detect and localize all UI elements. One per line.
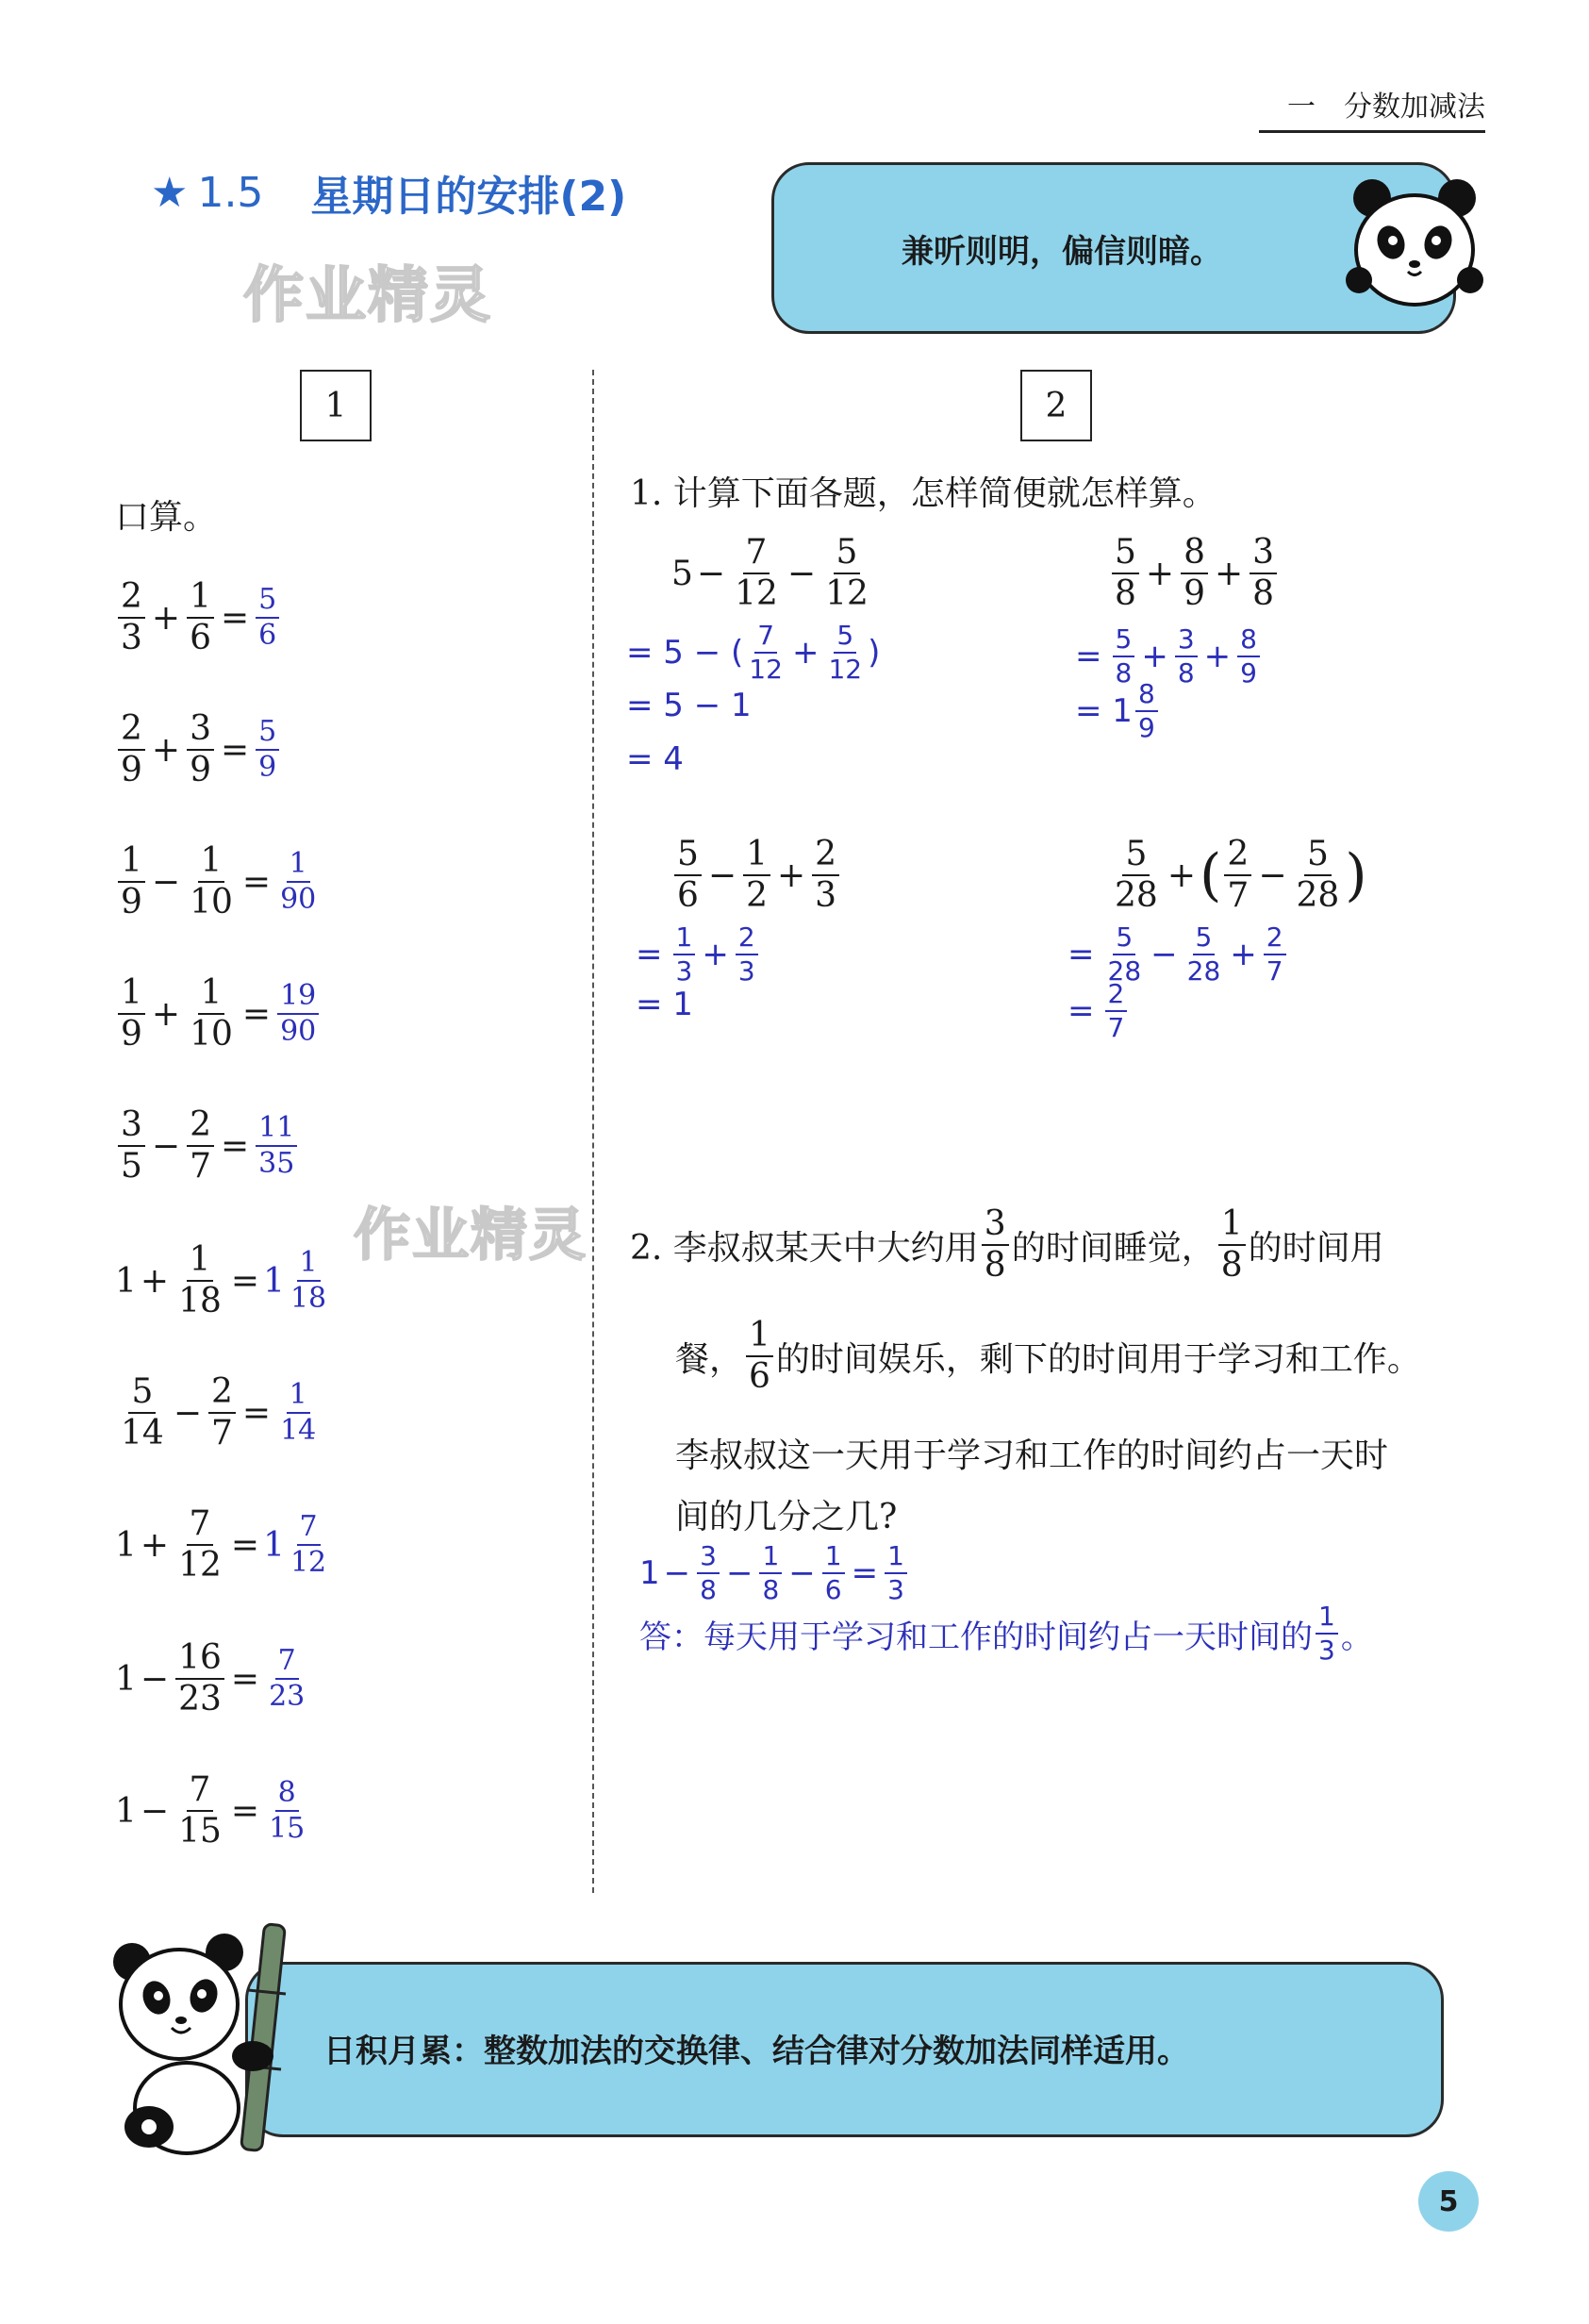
mental-math-row: 1 − $\frac{16}{23}$ = $\frac{7}{23}$ — [115, 1641, 310, 1717]
tip-text: 日积月累：整数加法的交换律、结合律对分数加法同样适用。 — [323, 2033, 1189, 2070]
section-number-box: 2 — [1020, 370, 1092, 441]
tip-bubble — [245, 1962, 1444, 2137]
q1-p2-step-2: = 1 $\frac{8}{9}$ — [1075, 681, 1161, 741]
panda-bamboo-icon — [111, 1915, 328, 2169]
mental-math-row: $\frac{1}{9}$ + $\frac{1}{10}$ = $\frac{19}{90}$ — [115, 976, 322, 1052]
section1-instruction: 口算。 — [115, 498, 218, 537]
q2-line-3: 李叔叔这一天用于学习和工作的时间约占一天时 — [675, 1436, 1389, 1475]
mental-math-row: $\frac{3}{5}$ − $\frac{2}{7}$ = $\frac{11}{35}$ — [115, 1108, 300, 1184]
q2-answer: 答：每天用于学习和工作的时间约占一天时间的 $\frac{1}{3}$ 。 — [639, 1601, 1373, 1666]
answer: $\frac{19}{90}$ — [274, 982, 322, 1046]
q2-line-4: 间的几分之几? — [675, 1498, 898, 1536]
answer: 1 $\frac{7}{12}$ — [263, 1510, 327, 1579]
chapter-label: 一 分数加减法 — [1259, 83, 1485, 133]
watermark: 作业精灵 — [243, 261, 492, 331]
q1-p1-step-2: = 5 − 1 — [626, 687, 752, 724]
q1-problem-1: 5 − $\frac{7}{12}$ − $\frac{5}{12}$ — [671, 533, 869, 613]
page-number: 5 — [1418, 2171, 1479, 2232]
q2-line-2: 餐， $\frac{1}{6}$ 的时间娱乐，剩下的时间用于学习和工作。 — [675, 1316, 1421, 1396]
q1-p2-step-1: = $\frac{5}{8}$ + $\frac{3}{8}$ + $\frac{8}{9}$ — [1075, 626, 1263, 687]
q1-problem-3: $\frac{5}{6}$ − $\frac{1}{2}$ + $\frac{2}{3}$ — [671, 838, 842, 913]
panda-icon — [1344, 174, 1485, 316]
q1-p3-step-2: = 1 — [636, 986, 693, 1023]
q1-p4-step-2: = $\frac{2}{7}$ — [1068, 981, 1130, 1041]
q1-p1-step-1: = 5 − ( $\frac{7}{12}$ + $\frac{5}{12}$ ) — [626, 620, 881, 685]
mental-math-row: 1 − $\frac{7}{15}$ = $\frac{8}{15}$ — [115, 1773, 310, 1849]
answer: $\frac{1}{90}$ — [280, 847, 317, 916]
mental-math-row: $\frac{2}{9}$ + $\frac{3}{9}$ = $\frac{5}{9}$ — [115, 712, 282, 788]
mental-math-row: 1 + $\frac{1}{18}$ = 1 $\frac{1}{18}$ — [115, 1243, 332, 1319]
q2-calculation: 1 − $\frac{3}{8}$ − $\frac{1}{8}$ − $\frac{1}{6}$ = $\frac{1}{3}$ — [639, 1543, 910, 1603]
answer: $\frac{1}{14}$ — [280, 1378, 317, 1447]
section-number-box: 1 — [300, 370, 372, 441]
lesson-title — [151, 162, 626, 223]
answer: 1 $\frac{1}{18}$ — [263, 1246, 327, 1315]
q1-p1-step-3: = 4 — [626, 740, 684, 778]
q1-problem-2: $\frac{5}{8}$ + $\frac{8}{9}$ + $\frac{3}{8}$ — [1109, 536, 1280, 611]
mental-math-row: 1 + $\frac{7}{12}$ = 1 $\frac{7}{12}$ — [115, 1507, 332, 1583]
q1-problem-4: $\frac{5}{28}$ + ( $\frac{2}{7}$ − $\frac{5}{28}$ ) — [1115, 835, 1367, 915]
q1-p3-step-1: = $\frac{1}{3}$ + $\frac{2}{3}$ — [636, 924, 761, 985]
mental-math-row: $\frac{1}{9}$ − $\frac{1}{10}$ = $\frac{1}{90}$ — [115, 844, 322, 920]
mental-math-row: $\frac{5}{14}$ − $\frac{2}{7}$ = $\frac{1}{14}$ — [115, 1375, 322, 1451]
mental-math-row: $\frac{2}{3}$ + $\frac{1}{6}$ = $\frac{5}{6}$ — [115, 580, 282, 656]
lesson-name: 星期日的安排(2) — [310, 173, 627, 221]
star-icon: ★ — [151, 168, 189, 217]
lesson-number: 1.5 — [197, 168, 264, 217]
q1-p4-step-1: = $\frac{5}{28}$ − $\frac{5}{28}$ + $\frac{2}{7}$ — [1068, 924, 1289, 985]
watermark: 作业精灵 — [354, 1203, 588, 1269]
answer: $\frac{7}{23}$ — [269, 1644, 306, 1713]
q1-label: 1. 计算下面各题，怎样简便就怎样算。 — [630, 474, 1217, 513]
q2-line-1: 2. 李叔叔某天中大约用 $\frac{3}{8}$ 的时间睡觉， $\frac{1}{8}$ 的时间用 — [630, 1204, 1384, 1285]
answer: $\frac{8}{15}$ — [269, 1776, 306, 1845]
column-divider — [592, 370, 594, 1893]
answer: $\frac{5}{6}$ — [253, 586, 282, 650]
answer: $\frac{11}{35}$ — [253, 1114, 300, 1178]
answer: $\frac{5}{9}$ — [253, 718, 282, 782]
quote-text: 兼听则明，偏信则暗。 — [902, 233, 1222, 271]
